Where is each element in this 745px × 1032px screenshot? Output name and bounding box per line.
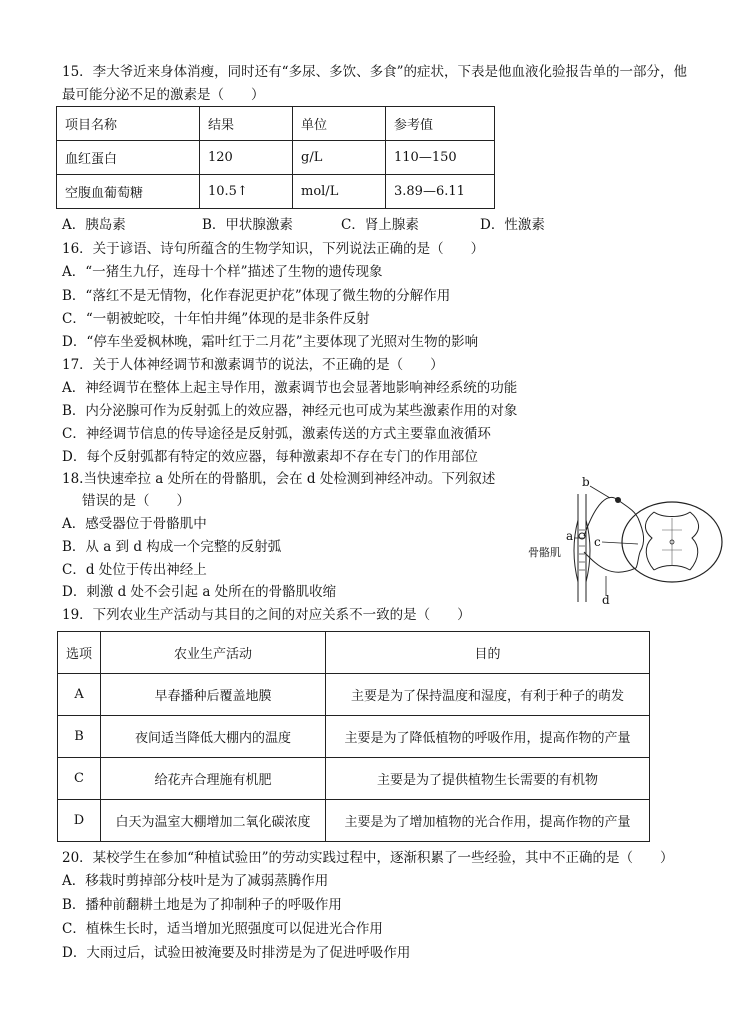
q16-option-b: B．“落红不是无情物，化作春泥更护花”体现了微生物的分解作用	[62, 288, 451, 304]
skeletal-muscle-shape	[574, 494, 590, 602]
option-b: B．甲状腺激素	[202, 217, 293, 233]
label-muscle: 骨骼肌	[528, 546, 561, 559]
q18-option-b: B．从 a 到 d 构成一个完整的反射弧	[62, 539, 282, 555]
q20-stem: 20．某校学生在参加“种植试验田”的劳动实践过程中，逐渐积累了一些经验，其中不正确的是（ ）	[62, 850, 674, 866]
table-header-row	[58, 632, 650, 674]
q20-option-d: D．大雨过后，试验田被淹要及时排涝是为了促进呼吸作用	[62, 945, 411, 961]
label-a: a	[566, 529, 574, 543]
option-c: C．肾上腺素	[341, 217, 419, 233]
q15-table	[56, 106, 495, 209]
table-header-cell: 选项	[58, 632, 101, 674]
q18-stem-line1: 18.当快速牵拉 a 处所在的骨骼肌，会在 d 处检测到神经冲动。下列叙述	[62, 471, 496, 487]
table-header-cell: 单位	[293, 107, 386, 141]
q20-option-a: A．移栽时剪掉部分枝叶是为了减弱蒸腾作用	[62, 873, 329, 889]
table-cell: g/L	[293, 141, 386, 175]
table-header-cell: 农业生产活动	[101, 632, 326, 674]
q16-option-c: C．“一朝被蛇咬，十年怕井绳”体现的是非条件反射	[62, 311, 370, 327]
table-cell: 血红蛋白	[57, 141, 200, 175]
table-cell: 110—150	[386, 141, 495, 175]
table-header-cell: 参考值	[386, 107, 495, 141]
option-d: D．性激素	[480, 217, 545, 233]
table-cell: 给花卉合理施有机肥	[101, 758, 326, 800]
table-cell: 主要是为了保持温度和湿度，有利于种子的萌发	[326, 674, 650, 716]
q18-stem-line2: 错误的是（ ）	[82, 493, 190, 509]
q17-option-b: B．内分泌腺可作为反射弧上的效应器，神经元也可成为某些激素作用的对象	[62, 403, 518, 419]
table-row	[57, 141, 495, 175]
label-c: c	[594, 535, 601, 549]
q16-stem: 16．关于谚语、诗句所蕴含的生物学知识，下列说法正确的是（ ）	[62, 241, 485, 257]
table-cell: 夜间适当降低大棚内的温度	[101, 716, 326, 758]
table-cell: 空腹血葡萄糖	[57, 175, 200, 209]
spinal-cord-shape	[622, 502, 722, 582]
table-cell: C	[58, 758, 101, 800]
q19-table	[57, 631, 650, 842]
table-cell: 主要是为了提供植物生长需要的有机物	[326, 758, 650, 800]
table-cell: 10.5↑	[200, 175, 293, 209]
q17-option-d: D．每个反射弧都有特定的效应器，每种激素却不存在专门的作用部位	[62, 449, 478, 465]
interneuron-path	[636, 518, 644, 568]
table-row	[58, 674, 650, 716]
q20-option-b: B．播种前翻耕土地是为了抑制种子的呼吸作用	[62, 897, 342, 913]
option-a: A．胰岛素	[62, 217, 126, 233]
q16-option-a: A．“一猪生九仔，连母十个样”描述了生物的遗传现象	[62, 264, 383, 280]
table-header-cell: 项目名称	[57, 107, 200, 141]
q18-option-d: D．刺激 d 处不会引起 a 处所在的骨骼肌收缩	[62, 584, 337, 600]
q15-options	[62, 216, 622, 234]
table-cell: A	[58, 674, 101, 716]
q20-option-c: C．植株生长时，适当增加光照强度可以促进光合作用	[62, 921, 383, 937]
table-cell: D	[58, 800, 101, 842]
reflex-arc-figure	[526, 472, 736, 606]
q18-option-a: A．感受器位于骨骼肌中	[62, 516, 207, 532]
q19-stem: 19．下列农业生产活动与其目的之间的对应关系不一致的是（ ）	[62, 607, 471, 623]
table-cell: 3.89—6.11	[386, 175, 495, 209]
label-d: d	[602, 593, 610, 606]
table-cell: 早春播种后覆盖地膜	[101, 674, 326, 716]
table-header-cell: 结果	[200, 107, 293, 141]
q17-stem: 17．关于人体神经调节和激素调节的说法，不正确的是（ ）	[62, 357, 444, 373]
table-row	[58, 800, 650, 842]
table-cell: mol/L	[293, 175, 386, 209]
q15-stem-line1: 15．李大爷近来身体消瘦，同时还有“多尿、多饮、多食”的症状，下表是他血液化验报告单的一部分，他	[62, 64, 687, 80]
table-cell: 120	[200, 141, 293, 175]
table-header-row	[57, 107, 495, 141]
q18-option-c: C．d 处位于传出神经上	[62, 562, 207, 578]
table-cell: 白天为温室大棚增加二氧化碳浓度	[101, 800, 326, 842]
table-cell: 主要是为了降低植物的呼吸作用，提高作物的产量	[326, 716, 650, 758]
afferent-nerve-path	[584, 497, 638, 536]
q17-option-c: C．神经调节信息的传导途径是反射弧，激素传送的方式主要靠血液循环	[62, 426, 491, 442]
table-header-cell: 目的	[326, 632, 650, 674]
q17-option-a: A．神经调节在整体上起主导作用，激素调节也会显著地影响神经系统的功能	[62, 380, 518, 396]
ganglion-dot	[615, 497, 621, 503]
table-row	[58, 716, 650, 758]
table-row	[57, 175, 495, 209]
q16-option-d: D．“停车坐爱枫林晚，霜叶红于二月花”主要体现了光照对生物的影响	[62, 334, 479, 350]
table-row	[58, 758, 650, 800]
q15-stem-line2: 最可能分泌不足的激素是（ ）	[62, 87, 265, 103]
label-b: b	[582, 475, 590, 489]
table-cell: B	[58, 716, 101, 758]
table-cell: 主要是为了增加植物的光合作用，提高作物的产量	[326, 800, 650, 842]
